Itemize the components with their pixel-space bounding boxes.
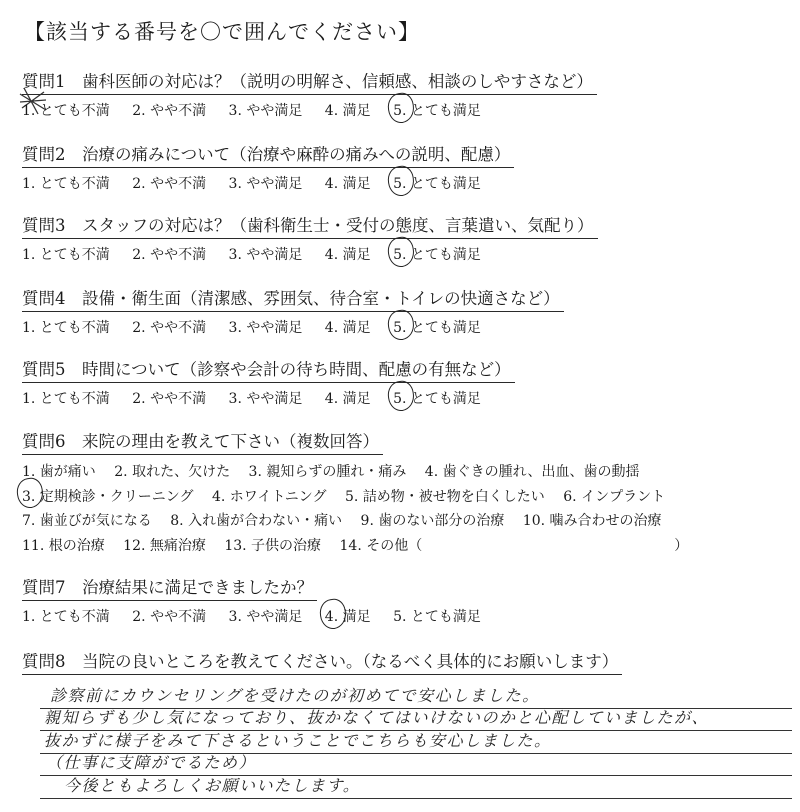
question-5 <box>22 356 792 408</box>
question-5-options <box>22 388 792 408</box>
question-6 <box>22 428 792 558</box>
q1-option-5[interactable]: 5. とても満足 <box>393 100 481 120</box>
handwritten-line-2: 親知らずも少し気になっており、抜かなくてはいけないのかと心配していましたが、 <box>44 708 710 727</box>
q7-option-5[interactable]: 5. とても満足 <box>393 609 481 625</box>
q6-option[interactable]: 12. 無痛治療 <box>123 537 206 554</box>
q1-option-4[interactable]: 4. 満足 <box>324 103 371 119</box>
q6-option[interactable]: 6. インプラント <box>563 488 666 505</box>
q3-option-4[interactable]: 4. 満足 <box>324 247 371 263</box>
q1-option-1[interactable]: 1. とても不満 <box>22 103 110 119</box>
q6-option[interactable]: 13. 子供の治療 <box>224 537 322 554</box>
question-4-label: 質問4 設備・衛生面（清潔感、雰囲気、待合室・トイレの快適さなど） <box>22 285 564 312</box>
q1-option-3[interactable]: 3. やや満足 <box>228 103 303 119</box>
q3-option-3[interactable]: 3. やや満足 <box>228 247 303 263</box>
question-4-options <box>22 317 792 337</box>
question-2-options <box>22 173 792 193</box>
question-4 <box>22 285 792 337</box>
question-7 <box>22 574 792 626</box>
q5-option-1[interactable]: 1. とても不満 <box>22 391 110 407</box>
q6-row-1 <box>22 460 792 485</box>
q7-option-4[interactable]: 4. 満足 <box>325 606 371 626</box>
q1-option-2[interactable]: 2. やや不満 <box>132 103 207 119</box>
handwritten-line-4: （仕事に支障がでるため） <box>46 753 257 772</box>
question-1 <box>22 68 792 120</box>
question-5-label: 質問5 時間について（診察や会計の待ち時間、配慮の有無など） <box>22 356 515 383</box>
handwritten-answer <box>40 686 792 799</box>
q5-option-5[interactable]: 5. とても満足 <box>393 388 481 408</box>
q3-option-1[interactable]: 1. とても不満 <box>22 247 110 263</box>
q6-option[interactable]: 9. 歯のない部分の治療 <box>360 513 505 529</box>
handwritten-line-3: 抜かずに様子をみて下さるということでこちらも安心しました。 <box>44 730 552 750</box>
q4-option-3[interactable]: 3. やや満足 <box>228 320 303 336</box>
q6-option[interactable]: 8. 入れ歯が合わない・痛い <box>170 513 343 529</box>
handwritten-line-1: 診察前にカウンセリングを受けたのが初めてで安心しました。 <box>50 685 540 705</box>
q6-option[interactable]: 3. 親知らずの腫れ・痛み <box>248 464 407 480</box>
q2-option-3[interactable]: 3. やや満足 <box>228 176 303 192</box>
q6-option-selected[interactable]: 3. 定期検診・クリーニング <box>22 485 194 510</box>
q4-option-2[interactable]: 2. やや不満 <box>132 320 207 336</box>
q6-option[interactable]: 1. 歯が痛い <box>22 464 96 480</box>
question-6-options <box>22 460 792 558</box>
q6-option[interactable]: 4. ホワイトニング <box>211 488 327 505</box>
page-header: 【該当する番号を〇で囲んでください】 <box>24 20 420 44</box>
q4-option-4[interactable]: 4. 満足 <box>324 320 371 336</box>
q2-option-2[interactable]: 2. やや不満 <box>132 176 207 192</box>
q3-option-2[interactable]: 2. やや不満 <box>132 247 207 263</box>
question-3-label: 質問3 スタッフの対応は？（歯科衛生士・受付の態度、言葉遣い、気配り） <box>22 212 598 239</box>
question-3-options <box>22 244 792 264</box>
q6-option[interactable]: 10. 噛み合わせの治療 <box>522 513 662 529</box>
question-2 <box>22 141 792 193</box>
question-6-label: 質問6 来院の理由を教えて下さい（複数回答） <box>22 428 383 455</box>
q4-option-5[interactable]: 5. とても満足 <box>393 317 481 337</box>
q6-option[interactable]: 11. 根の治療 <box>22 537 105 554</box>
q7-option-1[interactable]: 1. とても不満 <box>22 609 110 625</box>
q5-option-4[interactable]: 4. 満足 <box>324 391 371 407</box>
q5-option-3[interactable]: 3. やや満足 <box>228 391 303 407</box>
q6-row-3 <box>22 509 792 534</box>
q2-option-4[interactable]: 4. 満足 <box>324 176 371 192</box>
q6-option[interactable]: 2. 取れた、欠けた <box>114 464 231 480</box>
q7-option-2[interactable]: 2. やや不満 <box>132 609 207 625</box>
question-2-label: 質問2 治療の痛みについて（治療や麻酔の痛みへの説明、配慮） <box>22 141 514 168</box>
question-8 <box>22 648 792 675</box>
q6-option[interactable]: 4. 歯ぐきの腫れ、出血、歯の動揺 <box>424 464 640 480</box>
q6-option[interactable]: 5. 詰め物・被せ物を白くしたい <box>345 488 545 505</box>
question-3 <box>22 212 792 264</box>
q4-option-1[interactable]: 1. とても不満 <box>22 320 110 336</box>
q5-option-2[interactable]: 2. やや不満 <box>132 391 207 407</box>
question-1-label: 質問1 歯科医師の対応は？（説明の明解さ、信頼感、相談のしやすさなど） <box>22 68 597 95</box>
q3-option-5[interactable]: 5. とても満足 <box>393 244 481 264</box>
q6-option[interactable]: 14. その他（ ） <box>339 537 689 554</box>
question-1-options <box>22 100 792 120</box>
q6-row-4 <box>22 534 792 559</box>
q6-option[interactable]: 7. 歯並びが気になる <box>22 513 152 529</box>
q2-option-5[interactable]: 5. とても満足 <box>393 173 481 193</box>
q7-option-3[interactable]: 3. やや満足 <box>228 609 303 625</box>
q6-row-2 <box>22 485 792 510</box>
question-8-label: 質問8 当院の良いところを教えてください。（なるべく具体的にお願いします） <box>22 648 622 675</box>
q2-option-1[interactable]: 1. とても不満 <box>22 176 110 192</box>
question-7-options <box>22 606 792 626</box>
handwritten-line-5: 今後ともよろしくお願いいたします。 <box>64 775 361 795</box>
question-7-label: 質問7 治療結果に満足できましたか？ <box>22 574 317 601</box>
